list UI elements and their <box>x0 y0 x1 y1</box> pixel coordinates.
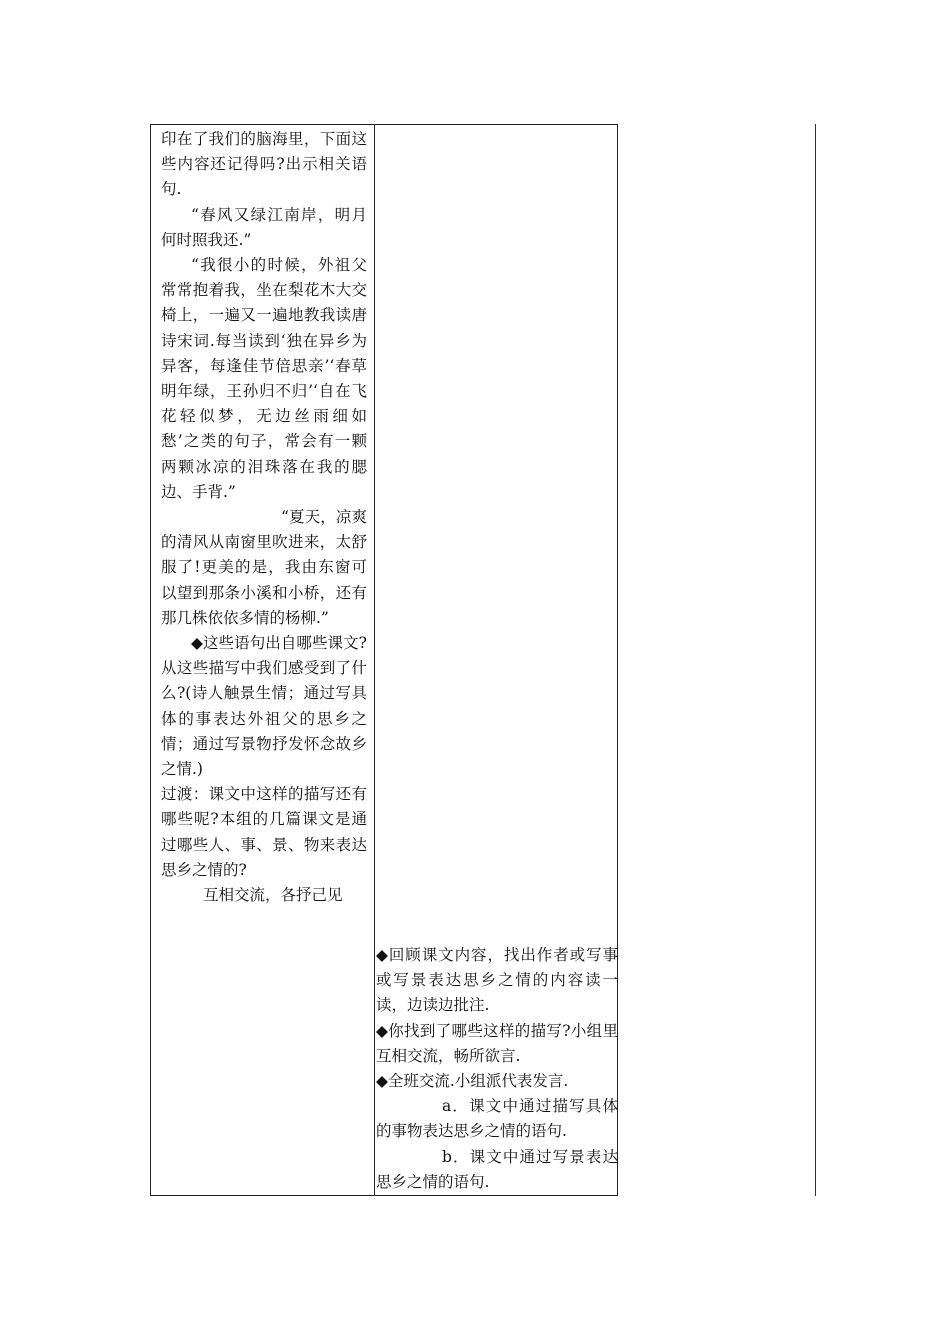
paragraph-question: ◆这些语句出自哪些课文?从这些描写中我们感受到了什么?(诗人触景生情；通过写具体的事表达外祖父的思乡之情；通过写景物抒发怀念故乡之情.) <box>161 634 367 779</box>
paragraph-quote-poem: “春风又绿江南岸，明月何时照我还.” <box>161 205 367 249</box>
column-divider <box>374 125 375 1195</box>
paragraph-exchange: 互相交流，各抒己见 <box>203 886 343 905</box>
right-column <box>376 943 618 1195</box>
left-column <box>161 127 367 908</box>
page-margin-rule <box>815 124 816 1196</box>
activity-item-b: b．课文中通过写景表达思乡之情的语句. <box>376 1147 618 1191</box>
paragraph-transition: 过渡：课文中这样的描写还有哪些呢?本组的几篇课文是通过哪些人、事、景、物来表达思乡之情的? <box>161 785 367 879</box>
paragraph-intro: 印在了我们的脑海里，下面这些内容还记得吗?出示相关语句. <box>161 130 367 199</box>
activity-group-discussion: ◆你找到了哪些这样的描写?小组里互相交流，畅所欲言. <box>376 1021 618 1065</box>
lesson-table <box>150 124 618 1196</box>
activity-item-a: a．课文中通过描写具体的事物表达思乡之情的语句. <box>376 1097 618 1141</box>
paragraph-quote-grandfather: “我很小的时候，外祖父常常抱着我，坐在梨花木大交椅上，一遍又一遍地教我读唐诗宋词.每当读到‘独在异乡为异客，每逢佳节倍思亲’‘春草明年绿，王孙归不归’‘自在飞花轻似梦，无边丝雨细如愁’之类的句子，常会有一颗两颗冰凉的泪珠落在我的腮边、手背.” <box>161 256 367 501</box>
activity-review: ◆回顾课文内容，找出作者或写事或写景表达思乡之情的内容读一读，边读边批注. <box>376 946 618 1015</box>
paragraph-quote-summer: “夏天，凉爽的清风从南窗里吹进来，太舒服了!更美的是，我由东窗可以望到那条小溪和小桥，还有那几株依依多情的杨柳.” <box>161 508 367 627</box>
activity-class-exchange: ◆全班交流.小组派代表发言. <box>376 1072 569 1091</box>
